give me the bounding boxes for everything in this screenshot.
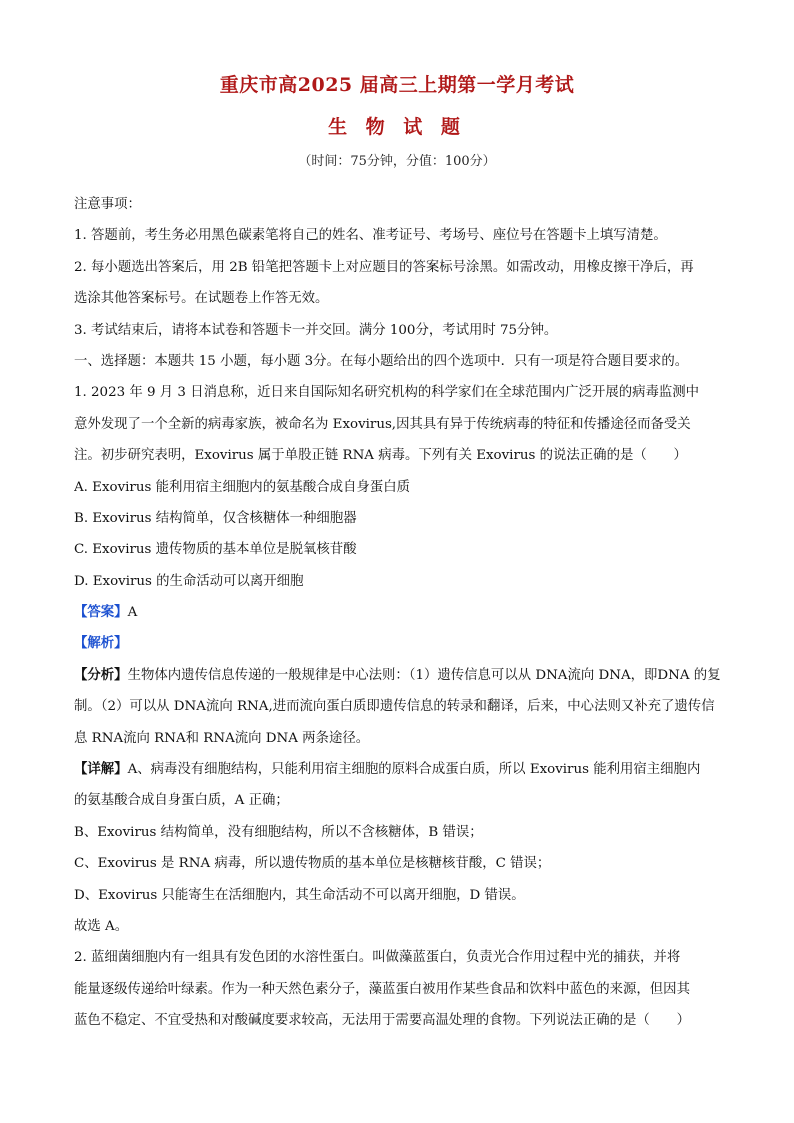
q1-option-c: C. Exovirus 遗传物质的基本单位是脱氧核苷酸 bbox=[74, 542, 357, 558]
section-heading: 一、选择题：本题共 15 小题，每小题 3分。在每小题给出的四个选项中．只有一项是符合题目要求的。 bbox=[74, 353, 689, 369]
answer-value: A bbox=[127, 605, 138, 621]
notice-heading: 注意事项： bbox=[74, 197, 141, 212]
fenxi-tag: 【分析】 bbox=[74, 666, 128, 683]
analysis-tag: 【解析】 bbox=[74, 635, 128, 652]
q2-stem-line-3: 蓝色不稳定、不宜受热和对酸碱度要求较高，无法用于需要高温处理的食物。下列说法正确的是（ ） bbox=[74, 1013, 690, 1029]
exam-title: 重庆市高2025 届高三上期第一学月考试 bbox=[219, 74, 575, 96]
q1-fenxi-line-1 bbox=[74, 660, 724, 691]
q2-stem-line-1: 2. 蓝细菌细胞内有一组具有发色团的水溶性蛋白。叫做藻蓝蛋白，负责光合作用过程中光的捕获，并将 bbox=[74, 950, 681, 966]
q1-stem-line-1: 1. 2023 年 9 月 3 日消息称，近日来自国际知名研究机构的科学家们在全球范围内广泛开展的病毒监测中 bbox=[74, 385, 700, 401]
xiangjie-text-1: A、病毒没有细胞结构，只能利用宿主细胞的原料合成蛋白质，所以 Exovirus 能利用宿主细胞内 bbox=[127, 762, 701, 778]
fenxi-text-1: 生物体内遗传信息传递的一般规律是中心法则：（1）遗传信息可以从 DNA流向 DNA，即DNA 的复 bbox=[127, 667, 721, 683]
xiangjie-tag: 【详解】 bbox=[74, 761, 128, 778]
q2-stem-line-2: 能量逐级传递给叶绿素。作为一种天然色素分子，藻蓝蛋白被用作某些食品和饮料中蓝色的来源，但因其 bbox=[74, 981, 690, 997]
q1-xiangjie-b: B、Exovirus 结构简单，没有细胞结构，所以不含核糖体，B 错误； bbox=[74, 824, 483, 840]
q1-conclusion: 故选 A。 bbox=[74, 918, 129, 934]
q1-option-b: B. Exovirus 结构简单，仅含核糖体一种细胞器 bbox=[74, 510, 357, 526]
q1-fenxi-line-3: 息 RNA流向 RNA和 RNA流向 DNA 两条途径。 bbox=[74, 730, 370, 746]
notice-item-2-line-2: 选涂其他答案标号。在试题卷上作答无效。 bbox=[74, 291, 329, 307]
answer-tag: 【答案】 bbox=[74, 604, 128, 621]
notice-item-1: 1. 答题前，考生务必用黑色碳素笔将自己的姓名、准考证号、考场号、座位号在答题卡上填写清楚。 bbox=[74, 228, 667, 244]
subject-title: 生 物 试 题 bbox=[328, 116, 466, 138]
exam-info: （时间：75分钟，分值：100分） bbox=[298, 154, 496, 169]
q1-xiangjie-d: D、Exovirus 只能寄生在活细胞内，其生命活动不可以离开细胞，D 错误。 bbox=[74, 887, 525, 903]
q1-option-d: D. Exovirus 的生命活动可以离开细胞 bbox=[74, 573, 304, 589]
q1-answer bbox=[74, 597, 724, 628]
q1-xiangjie-line-2: 的氨基酸合成自身蛋白质，A 正确； bbox=[74, 793, 289, 809]
q1-xiangjie-line-1 bbox=[74, 754, 724, 785]
q1-option-a: A. Exovirus 能利用宿主细胞内的氨基酸合成自身蛋白质 bbox=[74, 479, 410, 495]
document-body bbox=[74, 189, 724, 1037]
notice-item-2-line-1: 2. 每小题选出答案后，用 2B 铅笔把答题卡上对应题目的答案标号涂黑。如需改动，用橡皮擦干净后，再 bbox=[74, 259, 694, 275]
q1-stem-line-3: 注。初步研究表明，Exovirus 属于单股正链 RNA 病毒。下列有关 Exovirus 的说法正确的是（ ） bbox=[74, 448, 687, 464]
q1-stem-line-2: 意外发现了一个全新的病毒家族，被命名为 Exovirus,因其具有异于传统病毒的特征和传播途径而备受关 bbox=[74, 416, 691, 432]
q1-fenxi-line-2: 制。（2）可以从 DNA流向 RNA,进而流向蛋白质即遗传信息的转录和翻译，后来，中心法则又补充了遗传信 bbox=[74, 699, 715, 715]
q1-analysis bbox=[74, 628, 724, 659]
q1-xiangjie-c: C、Exovirus 是 RNA 病毒，所以遗传物质的基本单位是核糖核苷酸，C 错误； bbox=[74, 856, 551, 872]
notice-item-3: 3. 考试结束后，请将本试卷和答题卡一并交回。满分 100分，考试用时 75分钟。 bbox=[74, 322, 558, 338]
